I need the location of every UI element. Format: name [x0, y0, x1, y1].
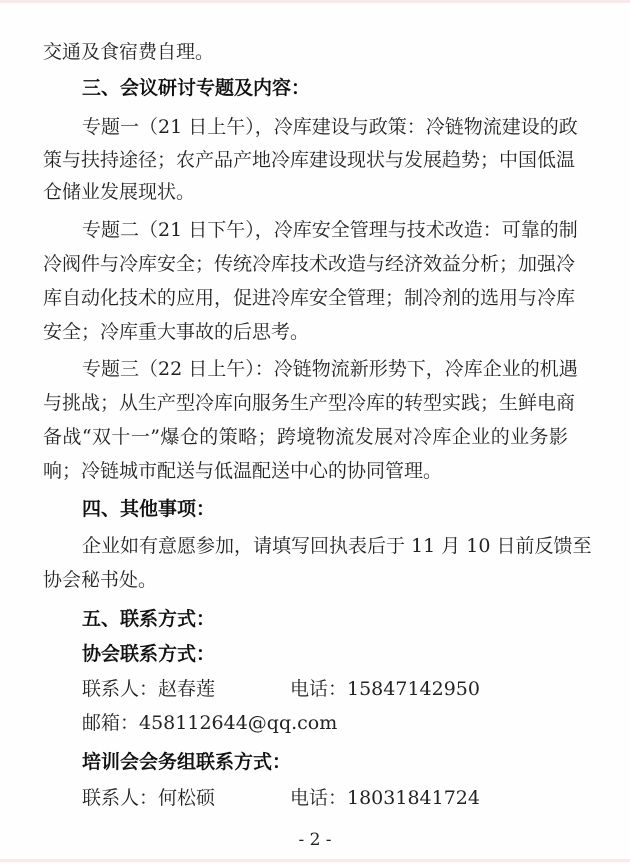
section5-heading: 五、联系方式：: [82, 608, 216, 630]
topic2-line: 专题二（21 日下午），冷库安全管理与技术改造：可靠的制: [82, 219, 578, 241]
intro-tail: 交通及食宿费自理。: [43, 41, 215, 63]
association-contact-heading: 协会联系方式：: [82, 643, 216, 665]
topic2-line: 冷阀件与冷库安全；传统冷库技术改造与经济效益分析；加强冷: [43, 253, 576, 275]
training-phone: 电话：18031841724: [290, 787, 480, 809]
association-contact-row: [82, 677, 568, 701]
association-contact-person: 联系人：赵春莲: [82, 678, 216, 700]
topic2-line: 安全；冷库重大事故的后思考。: [43, 321, 310, 343]
topic1-line: 仓储业发展现状。: [43, 181, 196, 203]
topic1-line: 专题一（21 日上午），冷库建设与政策：冷链物流建设的政: [82, 116, 578, 138]
section4-body-line: 企业如有意愿参加，请填写回执表后于 11 月 10 日前反馈至: [82, 535, 592, 557]
section4-heading: 四、其他事项：: [82, 498, 216, 520]
training-contact-heading: 培训会会务组联系方式：: [82, 751, 292, 773]
section4-body-line: 协会秘书处。: [43, 569, 158, 591]
section3-heading: 三、会议研讨专题及内容：: [82, 77, 311, 99]
association-phone: 电话：15847142950: [290, 678, 480, 700]
topic1-line: 策与扶持途径；农产品产地冷库建设现状与发展趋势；中国低温: [43, 149, 576, 171]
page-number: - 2 -: [298, 830, 332, 850]
training-contact-row: [82, 786, 568, 810]
topic3-line: 备战“双十一”爆仓的策略；跨境物流发展对冷库企业的业务影: [43, 426, 568, 448]
topic3-line: 专题三（22 日上午）：冷链物流新形势下，冷库企业的机遇: [82, 358, 578, 380]
scan-edge-top: [0, 0, 630, 3]
training-contact-person: 联系人：何松硕: [82, 787, 216, 809]
topic3-line: 与挑战；从生产型冷库向服务生产型冷库的转型实践；生鲜电商: [43, 392, 576, 414]
scan-edge-bottom: [0, 859, 630, 862]
topic2-line: 库自动化技术的应用，促进冷库安全管理；制冷剂的选用与冷库: [43, 287, 576, 309]
association-email: 邮箱：458112644@qq.com: [82, 712, 338, 734]
topic3-line: 响；冷链城市配送与低温配送中心的协同管理。: [43, 460, 443, 482]
